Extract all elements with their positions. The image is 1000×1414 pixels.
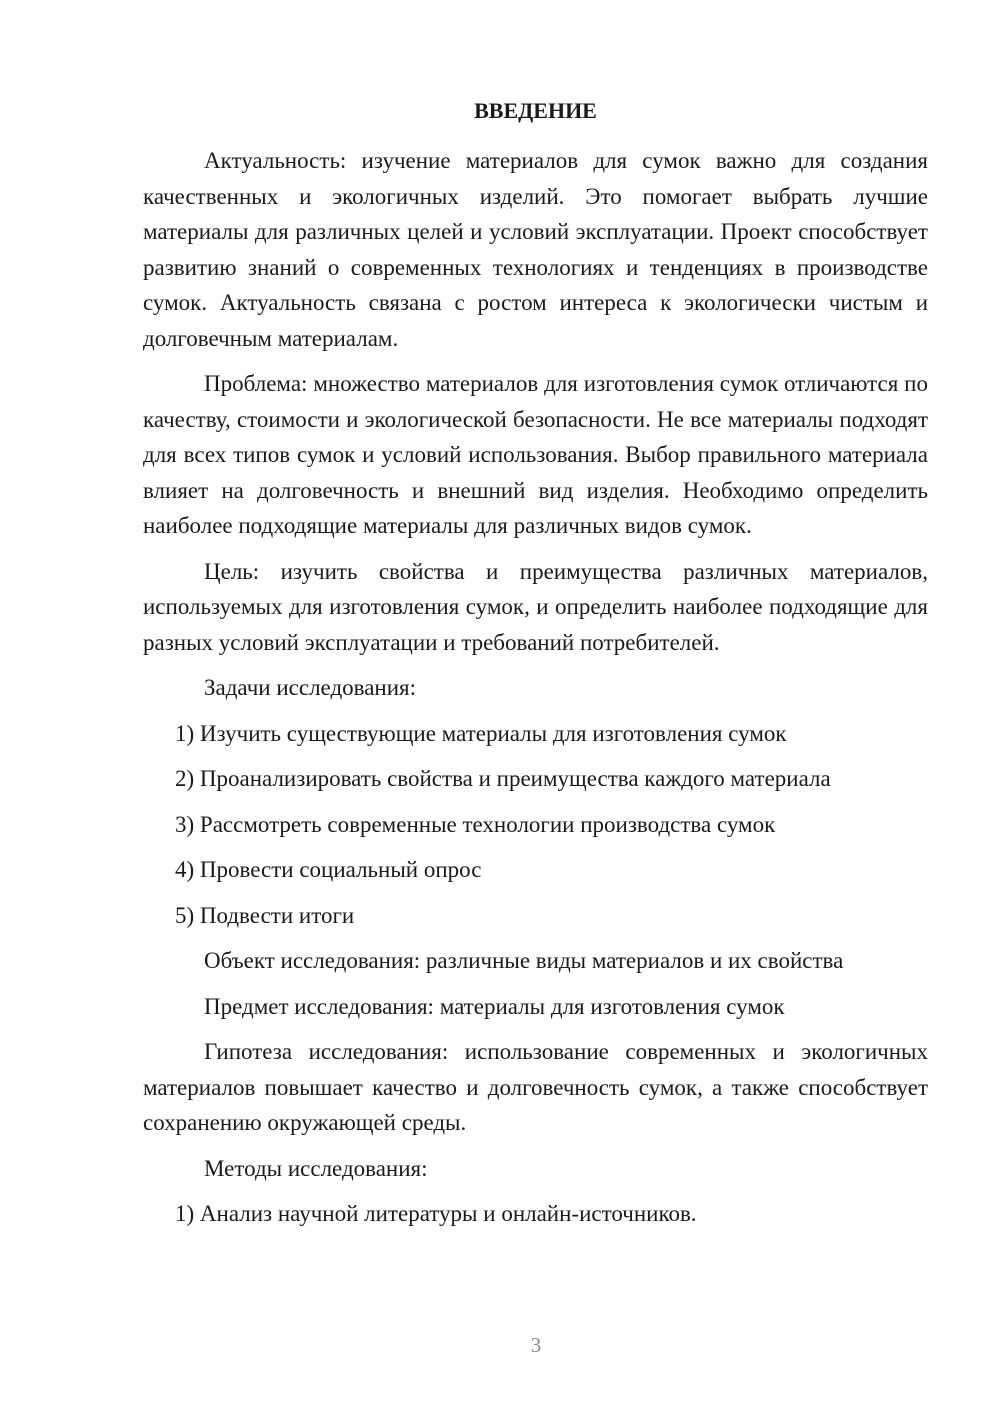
hypothesis-paragraph: Гипотеза исследования: использование современных и экологичных материалов повышает качество и долговечность сумок, а также способствует сохранению окружающей среды. <box>143 1039 928 1135</box>
list-item: 2) Проанализировать свойства и преимущества каждого материала <box>175 766 831 791</box>
subject-line: Предмет исследования: материалы для изготовления сумок <box>204 993 785 1019</box>
list-item: 1) Анализ научной литературы и онлайн-источников. <box>175 1201 697 1226</box>
list-item: 1) Изучить существующие материалы для изготовления сумок <box>175 720 787 746</box>
tasks-heading: Задачи исследования: <box>204 675 417 700</box>
list-item: 3) Рассмотреть современные технологии производства сумок <box>175 811 776 837</box>
list-item: 5) Подвести итоги <box>175 902 355 928</box>
page-number: 3 <box>530 1333 542 1357</box>
goal-paragraph: Цель: изучить свойства и преимущества различных материалов, используемых для изготовления сумок, и определить наиболее подходящие для разных условий эксплуатации и требований потребителей. <box>143 558 928 655</box>
methods-heading: Методы исследования: <box>204 1155 428 1181</box>
list-item: 4) Провести социальный опрос <box>175 857 482 882</box>
relevance-paragraph: Актуальность: изучение материалов для сумок важно для создания качественных и экологичных изделий. Это помогает выбрать лучшие материалы для различных целей и условий эксплуатации. Проект способствует развитию знаний о современных технологиях и тенденциях в производстве сумок. Актуальность связана с ростом интереса к экологически чистым и долговечным материалам. <box>143 148 928 351</box>
methods-list <box>143 1196 928 1232</box>
problem-paragraph: Проблема: множество материалов для изготовления сумок отличаются по качеству, стоимости и экологической безопасности. Не все материалы подходят для всех типов сумок и условий использования. Выбор правильного материала влияет на долговечность и внешний вид изделия. Необходимо определить наиболее подходящие материалы для различных видов сумок. <box>143 371 928 538</box>
page-title: ВВЕДЕНИЕ <box>474 98 597 123</box>
object-line: Объект исследования: различные виды материалов и их свойства <box>204 948 844 973</box>
page-content <box>143 93 928 1242</box>
tasks-list <box>143 716 928 934</box>
